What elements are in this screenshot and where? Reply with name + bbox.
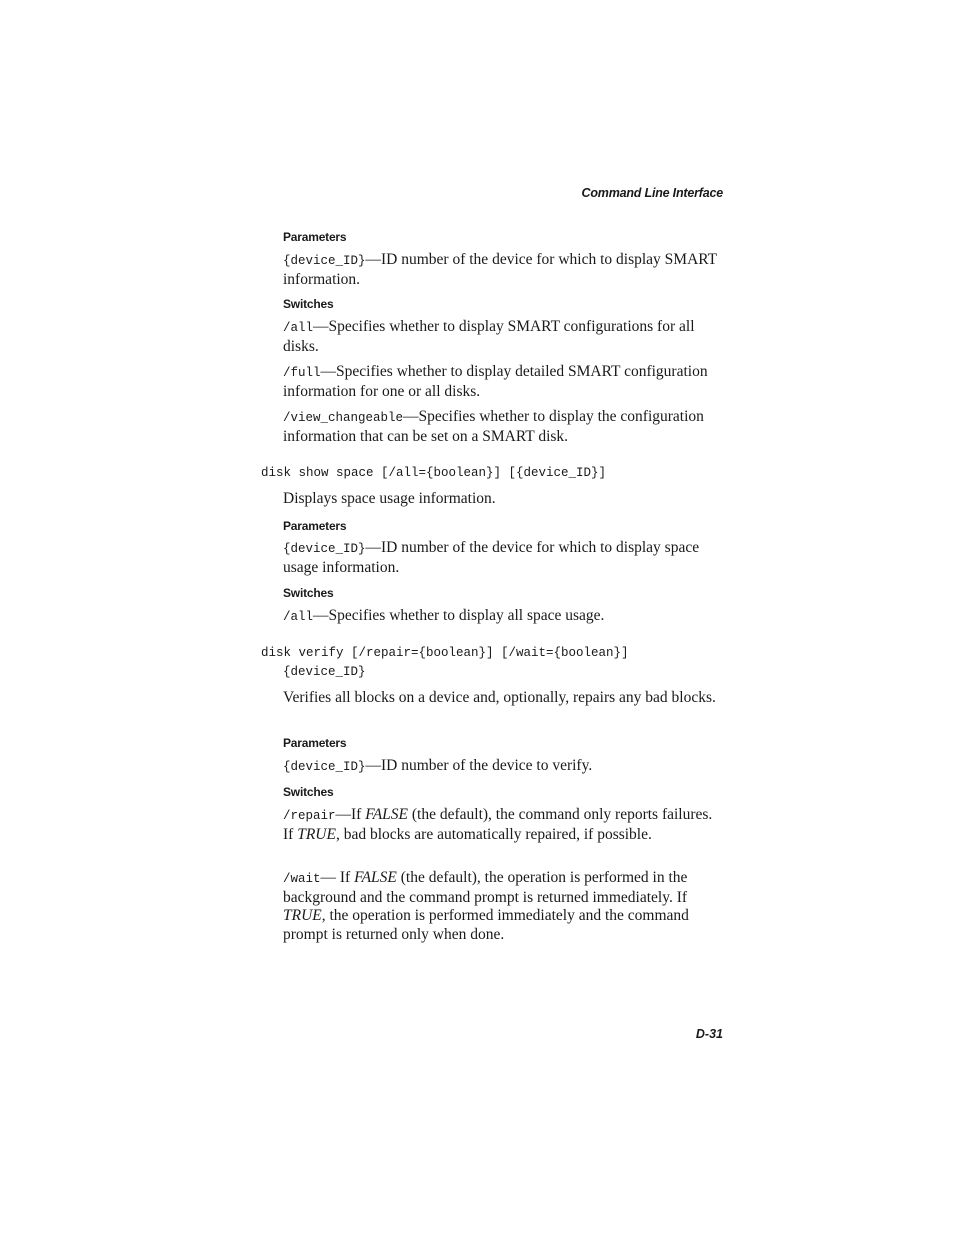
param-text: —ID number of the device for which to display space usage information. <box>283 539 700 576</box>
param-code: {device_ID} <box>283 760 366 774</box>
param-code: {device_ID} <box>283 254 366 268</box>
switches-heading: Switches <box>283 586 334 600</box>
switch-text: (the default), the command only reports failures. If <box>283 806 713 843</box>
switches-heading: Switches <box>283 297 334 311</box>
switch-text: —Specifies whether to display the configuration information that can be set on a SMART disk. <box>283 408 704 445</box>
switch-code: /repair <box>283 809 336 823</box>
param-text: —ID number of the device to verify. <box>365 757 593 774</box>
smart-switch-all <box>283 318 723 356</box>
smart-param-device <box>283 251 723 289</box>
param-text: —ID number of the device for which to display SMART information. <box>283 251 717 288</box>
switch-text: —If <box>335 806 366 823</box>
parameters-heading: Parameters <box>283 230 347 244</box>
switch-text: —Specifies whether to display detailed SMART configuration information for one or all disks. <box>283 363 708 400</box>
param-code: {device_ID} <box>283 542 366 556</box>
command-disk-show-space: disk show space [/all={boolean}] [{device_ID}] <box>261 466 607 480</box>
switch-code: /wait <box>283 872 321 886</box>
switch-text: —Specifies whether to display SMART configurations for all disks. <box>283 318 695 355</box>
verify-param-device <box>283 757 723 777</box>
space-description: Displays space usage information. <box>283 490 496 507</box>
switch-text: , bad blocks are automatically repaired, if possible. <box>335 825 652 843</box>
running-header: Command Line Interface <box>581 186 723 200</box>
switch-code: /full <box>283 366 321 380</box>
command-disk-verify <box>261 644 731 682</box>
verify-switch-repair <box>283 806 723 844</box>
space-param-device <box>283 539 723 577</box>
true-value: TRUE <box>283 907 322 924</box>
parameters-heading: Parameters <box>283 736 347 750</box>
switch-text: , the operation is performed immediately and the command prompt is returned only when done. <box>283 907 689 943</box>
true-value: TRUE <box>297 825 336 843</box>
smart-switch-view-changeable <box>283 408 723 446</box>
switch-text: — If <box>320 869 355 886</box>
switch-code: /all <box>283 610 314 624</box>
switches-heading: Switches <box>283 785 334 799</box>
verify-switch-wait <box>283 869 723 944</box>
false-value: FALSE <box>365 806 408 823</box>
switch-code: /view_changeable <box>283 411 404 425</box>
page-number: D-31 <box>695 1027 723 1041</box>
parameters-heading: Parameters <box>283 519 347 533</box>
switch-text: —Specifies whether to display all space usage. <box>313 607 605 624</box>
command-line-continued: {device_ID} <box>283 665 366 679</box>
smart-switch-full <box>283 363 723 401</box>
switch-code: /all <box>283 321 314 335</box>
false-value: FALSE <box>354 869 397 886</box>
command-line: disk verify [/repair={boolean}] [/wait={boolean}] <box>261 646 629 660</box>
space-switch-all <box>283 607 723 627</box>
verify-description: Verifies all blocks on a device and, optionally, repairs any bad blocks. <box>283 689 716 706</box>
switch-text: (the default), the operation is performed in the background and the command prompt is returned immediately. If <box>283 869 688 906</box>
